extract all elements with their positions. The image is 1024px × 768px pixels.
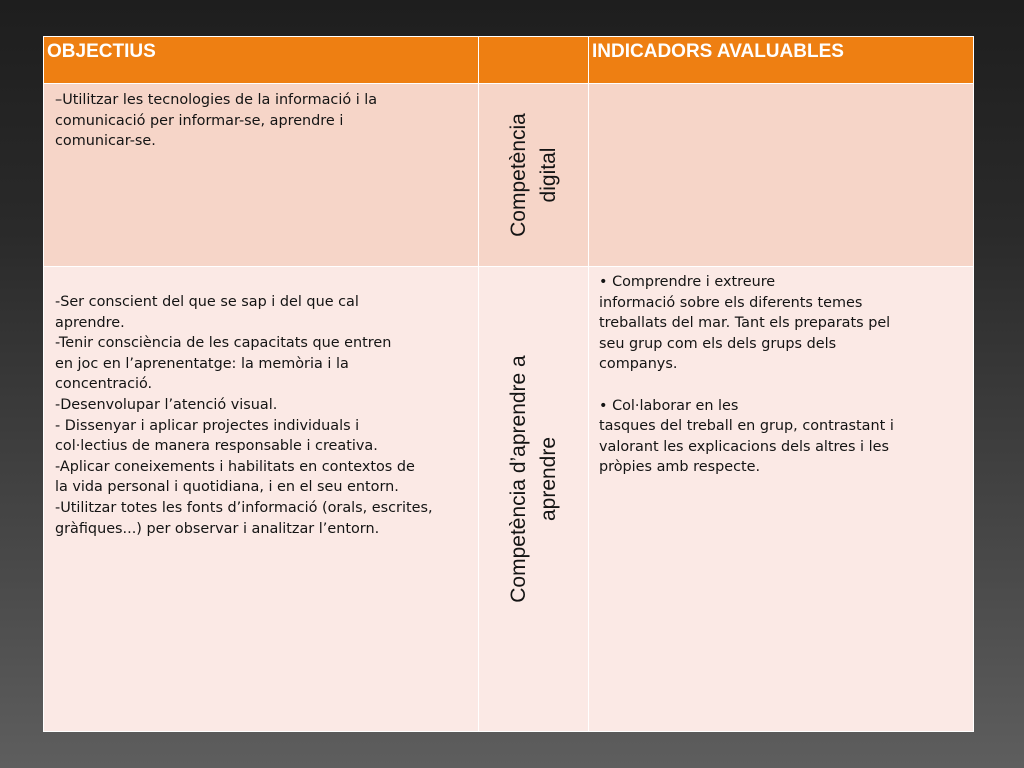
competencies-table xyxy=(43,36,974,732)
competencia-label: Competència digital xyxy=(506,113,560,237)
indicadors-text: • Comprendre i extreure informació sobre els diferents temes treballats del mar. Tant els preparats pel seu grup com els dels grups dels companys. • Col·laborar en les tasques del treball en grup, contrastant i valorant les explicacions dels altres i les pròpies amb respecte. xyxy=(599,274,894,476)
header-indicadors: INDICADORS AVALUABLES xyxy=(592,41,844,62)
table-row xyxy=(44,84,974,267)
objectius-text: -Ser conscient del que se sap i del que cal aprendre. -Tenir consciència de les capacitats que entren en joc en l’aprenentatge: la memòria i la concentració. -Desenvolupar l’atenció visual. - Dissenyar i aplicar projectes individuals i col·lectius de manera responsable i creativa. -Aplicar coneixements i habilitats en contextos de la vida personal i quotidiana, i en el seu entorn. -Utilitzar totes les fonts d’informació (orals, escrites, gràfiques...) per observar i analitzar l’entorn. xyxy=(55,294,433,537)
indicadors-cell xyxy=(589,267,974,732)
table-row xyxy=(44,267,974,732)
header-competencia xyxy=(479,37,588,41)
objectius-cell xyxy=(44,267,479,732)
header-cell-objectius xyxy=(44,37,479,84)
header-cell-indicadors xyxy=(589,37,974,84)
competencia-cell xyxy=(479,267,589,732)
header-objectius: OBJECTIUS xyxy=(47,41,156,62)
indicadors-cell xyxy=(589,84,974,267)
competencia-label: Competència d’aprendre a aprendre xyxy=(506,355,560,603)
header-cell-competencia xyxy=(479,37,589,84)
objectius-text: –Utilitzar les tecnologies de la informació i la comunicació per informar-se, aprendre i comunicar-se. xyxy=(55,92,378,150)
competencia-cell xyxy=(479,84,589,267)
objectius-cell xyxy=(44,84,479,267)
table-header-row xyxy=(44,37,974,84)
indicadors-text xyxy=(589,84,973,89)
